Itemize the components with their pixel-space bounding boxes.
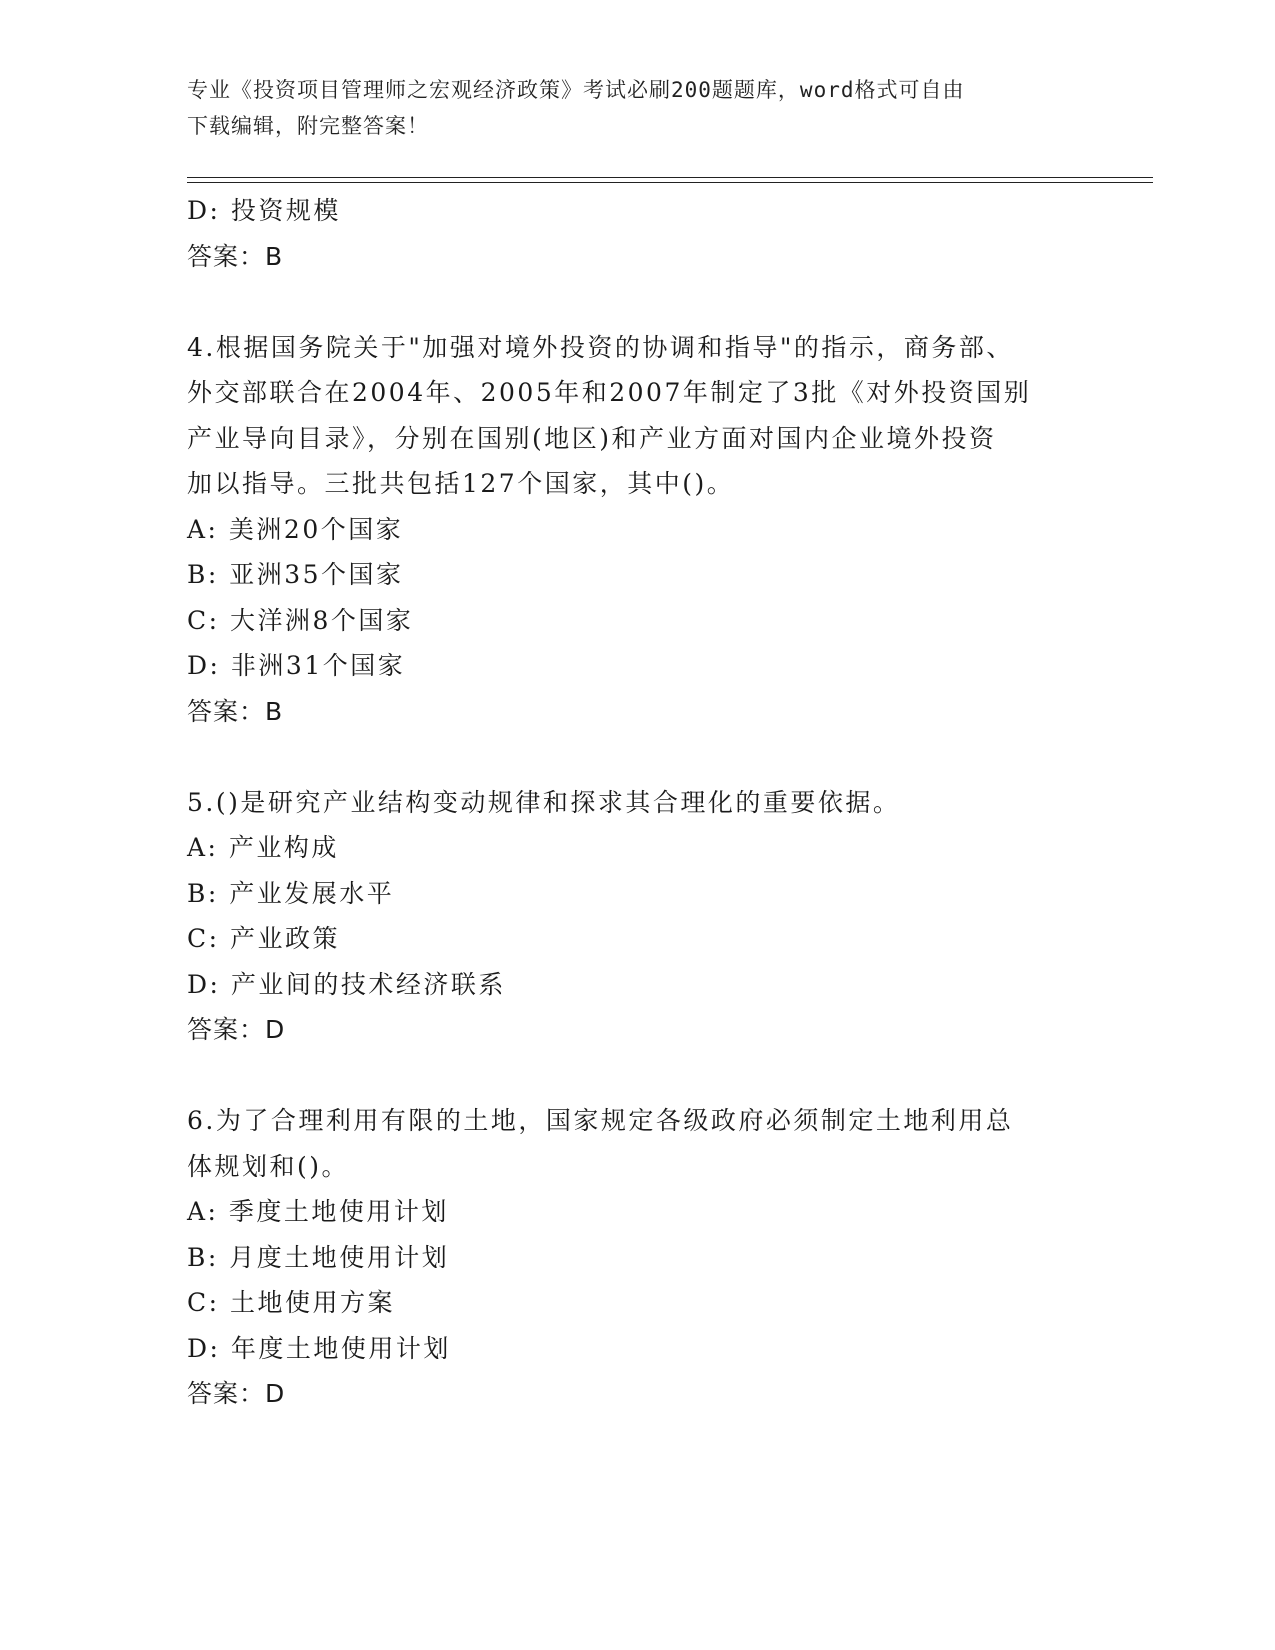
question-5 — [187, 780, 1067, 1053]
option-a: A: 产业构成 — [187, 833, 339, 862]
document-body — [187, 188, 1067, 1417]
question-stem-line: 4.根据国务院关于"加强对境外投资的协调和指导"的指示，商务部、 — [187, 332, 1014, 362]
answer-label: 答案： — [187, 696, 266, 726]
answer-line — [187, 689, 1067, 735]
option-d: D: 非洲31个国家 — [187, 651, 406, 680]
answer-line — [187, 1371, 1067, 1417]
option-d: D: 产业间的技术经济联系 — [187, 969, 506, 999]
header-line-1: 专业《投资项目管理师之宏观经济政策》考试必刷200题题库，word格式可自由 — [187, 78, 965, 102]
question-stem-line: 加以指导。三批共包括127个国家，其中()。 — [187, 469, 735, 498]
answer-value: D — [265, 1379, 286, 1408]
header-rule-top — [187, 177, 1153, 178]
answer-label: 答案： — [187, 241, 266, 271]
option-a: A: 季度土地使用计划 — [187, 1197, 449, 1226]
question-stem-line: 6.为了合理利用有限的土地，国家规定各级政府必须制定土地利用总 — [187, 1106, 1014, 1135]
answer-line — [187, 1007, 1067, 1053]
option-b: B: 亚洲35个国家 — [187, 560, 404, 589]
answer-value: D — [265, 1015, 286, 1044]
question-stem-line: 体规划和()。 — [187, 1151, 350, 1181]
answer-label: 答案： — [187, 1379, 266, 1408]
answer-value: B — [265, 241, 284, 271]
option-c: C: 产业政策 — [187, 924, 340, 953]
option-a: A: 美洲20个国家 — [187, 514, 404, 544]
question-6 — [187, 1098, 1067, 1417]
document-header — [187, 72, 1067, 144]
header-line-2: 下载编辑，附完整答案！ — [187, 114, 429, 138]
option-c: C: 大洋洲8个国家 — [187, 605, 414, 635]
answer-value: B — [265, 696, 284, 726]
option-b: B: 月度土地使用计划 — [187, 1242, 450, 1272]
question-4 — [187, 325, 1067, 735]
option-d: D: 投资规模 — [187, 196, 341, 225]
question-stem-line: 产业导向目录》，分别在国别(地区)和产业方面对国内企业境外投资 — [187, 423, 997, 453]
question-stem-line: 5.()是研究产业结构变动规律和探求其合理化的重要依据。 — [187, 787, 901, 817]
option-c: C: 土地使用方案 — [187, 1288, 395, 1317]
header-rule-bottom — [187, 182, 1153, 183]
option-d: D: 年度土地使用计划 — [187, 1333, 451, 1363]
option-b: B: 产业发展水平 — [187, 878, 395, 908]
answer-line — [187, 234, 1067, 280]
answer-label: 答案： — [187, 1015, 266, 1044]
question-stem-line: 外交部联合在2004年、2005年和2007年制定了3批《对外投资国别 — [187, 378, 1032, 407]
